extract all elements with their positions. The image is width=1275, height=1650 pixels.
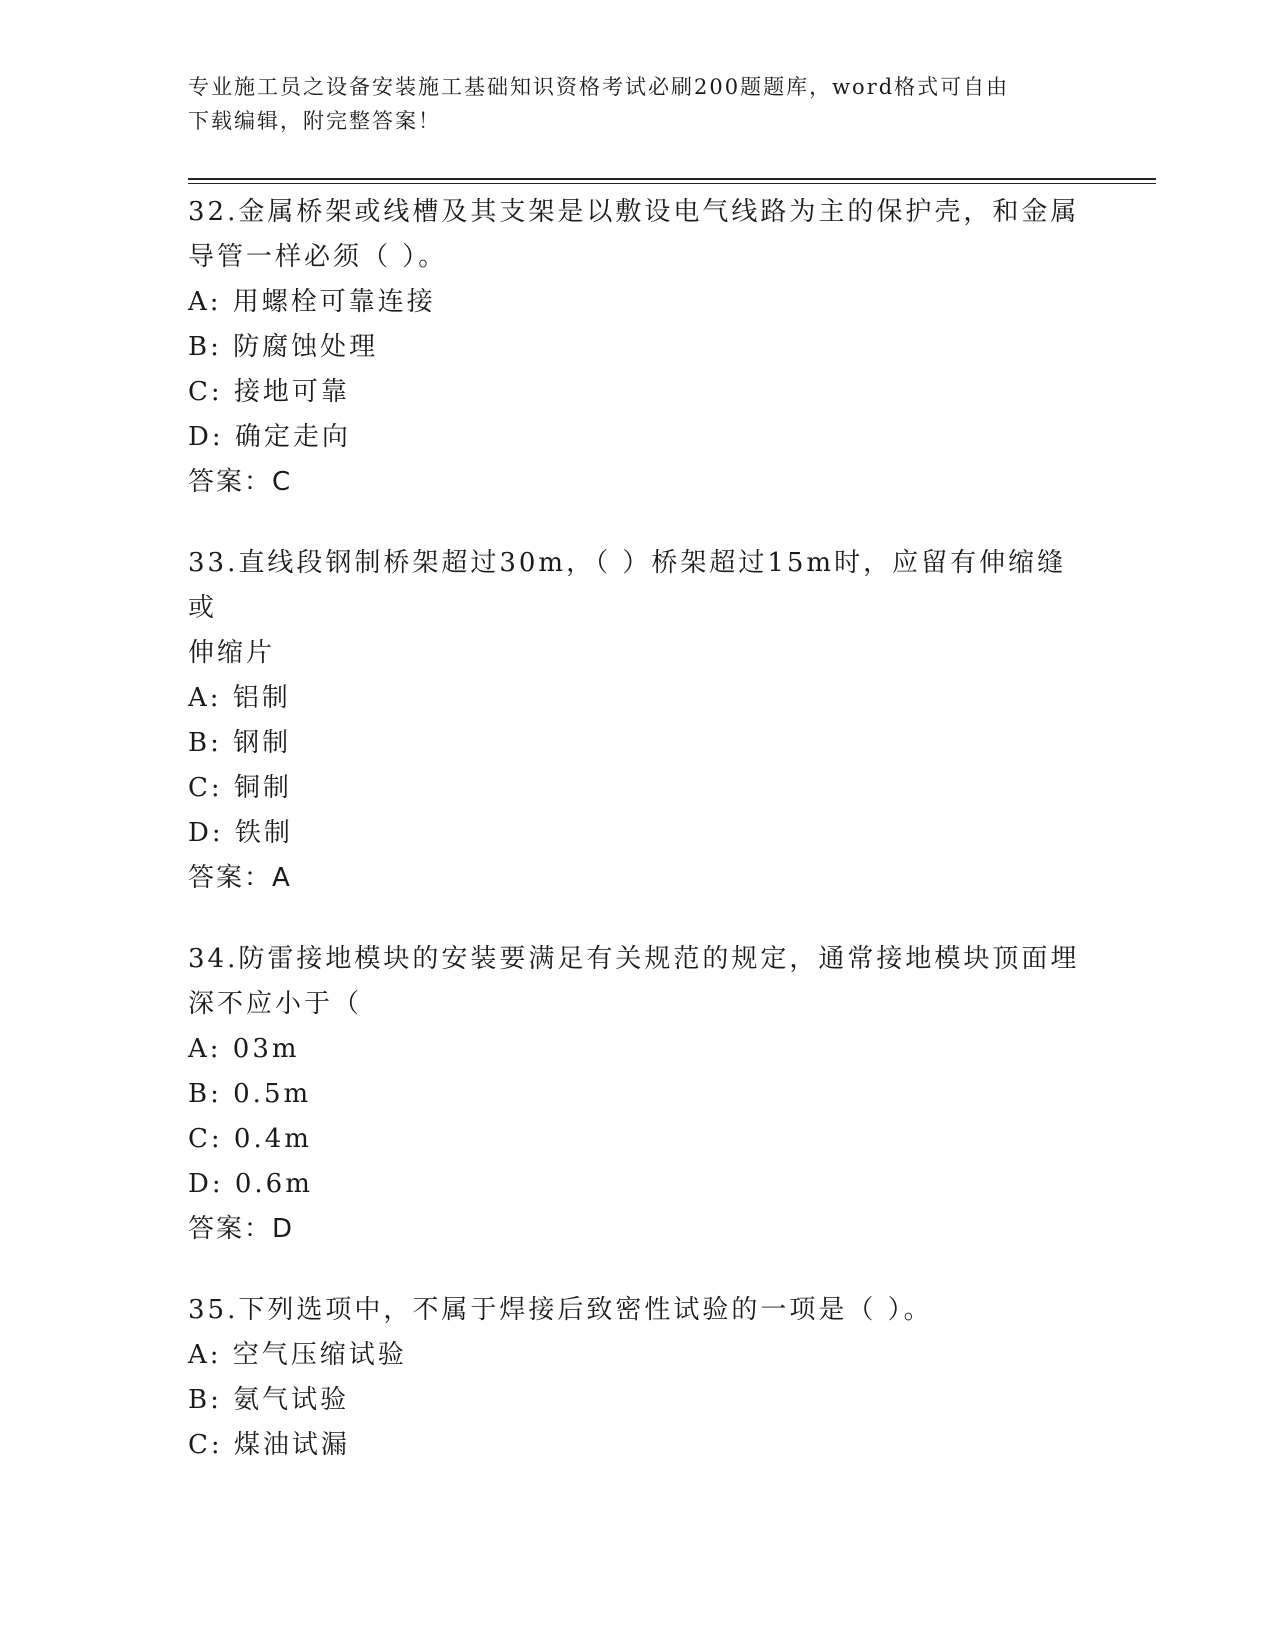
option-a: A: 铝制 xyxy=(188,683,291,713)
document-header xyxy=(188,70,1088,138)
option-c: C: 煤油试漏 xyxy=(188,1430,350,1460)
question-stem: 32.金属桥架或线槽及其支架是以敷设电气线路为主的保护壳，和金属 xyxy=(188,197,1080,227)
question-stem: 35.下列选项中，不属于焊接后致密性试验的一项是（ ）。 xyxy=(188,1295,933,1325)
question-stem: 导管一样必须（ ）。 xyxy=(188,242,448,272)
header-divider-thin xyxy=(188,183,1156,184)
option-a: A: 03m xyxy=(188,1034,300,1064)
option-b: B: 氨气试验 xyxy=(188,1385,350,1415)
option-d: D: 铁制 xyxy=(188,818,293,848)
header-line-2: 下载编辑，附完整答案！ xyxy=(188,109,441,133)
option-d: D: 确定走向 xyxy=(188,422,351,452)
option-c: C: 铜制 xyxy=(188,773,292,803)
answer: 答案：D xyxy=(188,1214,295,1244)
question-32 xyxy=(188,190,1088,505)
question-stem: 深不应小于（ xyxy=(188,989,363,1019)
question-stem: 33.直线段钢制桥架超过30m，（ ）桥架超过15m时，应留有伸缩缝或 xyxy=(188,548,1067,623)
option-a: A: 用螺栓可靠连接 xyxy=(188,287,436,317)
answer: 答案：C xyxy=(188,467,293,497)
question-stem: 伸缩片 xyxy=(188,638,276,668)
option-c: C: 接地可靠 xyxy=(188,377,350,407)
option-b: B: 钢制 xyxy=(188,728,292,758)
question-34 xyxy=(188,937,1088,1252)
option-c: C: 0.4m xyxy=(188,1124,312,1154)
option-a: A: 空气压缩试验 xyxy=(188,1340,407,1370)
header-divider-thick xyxy=(188,178,1156,180)
option-b: B: 防腐蚀处理 xyxy=(188,332,379,362)
question-35 xyxy=(188,1288,1088,1468)
header-line-1: 专业施工员之设备安装施工基础知识资格考试必刷200题题库，word格式可自由 xyxy=(188,75,1010,99)
question-stem: 34.防雷接地模块的安装要满足有关规范的规定，通常接地模块顶面埋 xyxy=(188,944,1080,974)
option-b: B: 0.5m xyxy=(188,1079,312,1109)
question-33 xyxy=(188,541,1088,901)
answer: 答案：A xyxy=(188,863,292,893)
option-d: D: 0.6m xyxy=(188,1169,313,1199)
question-list xyxy=(188,190,1088,1504)
